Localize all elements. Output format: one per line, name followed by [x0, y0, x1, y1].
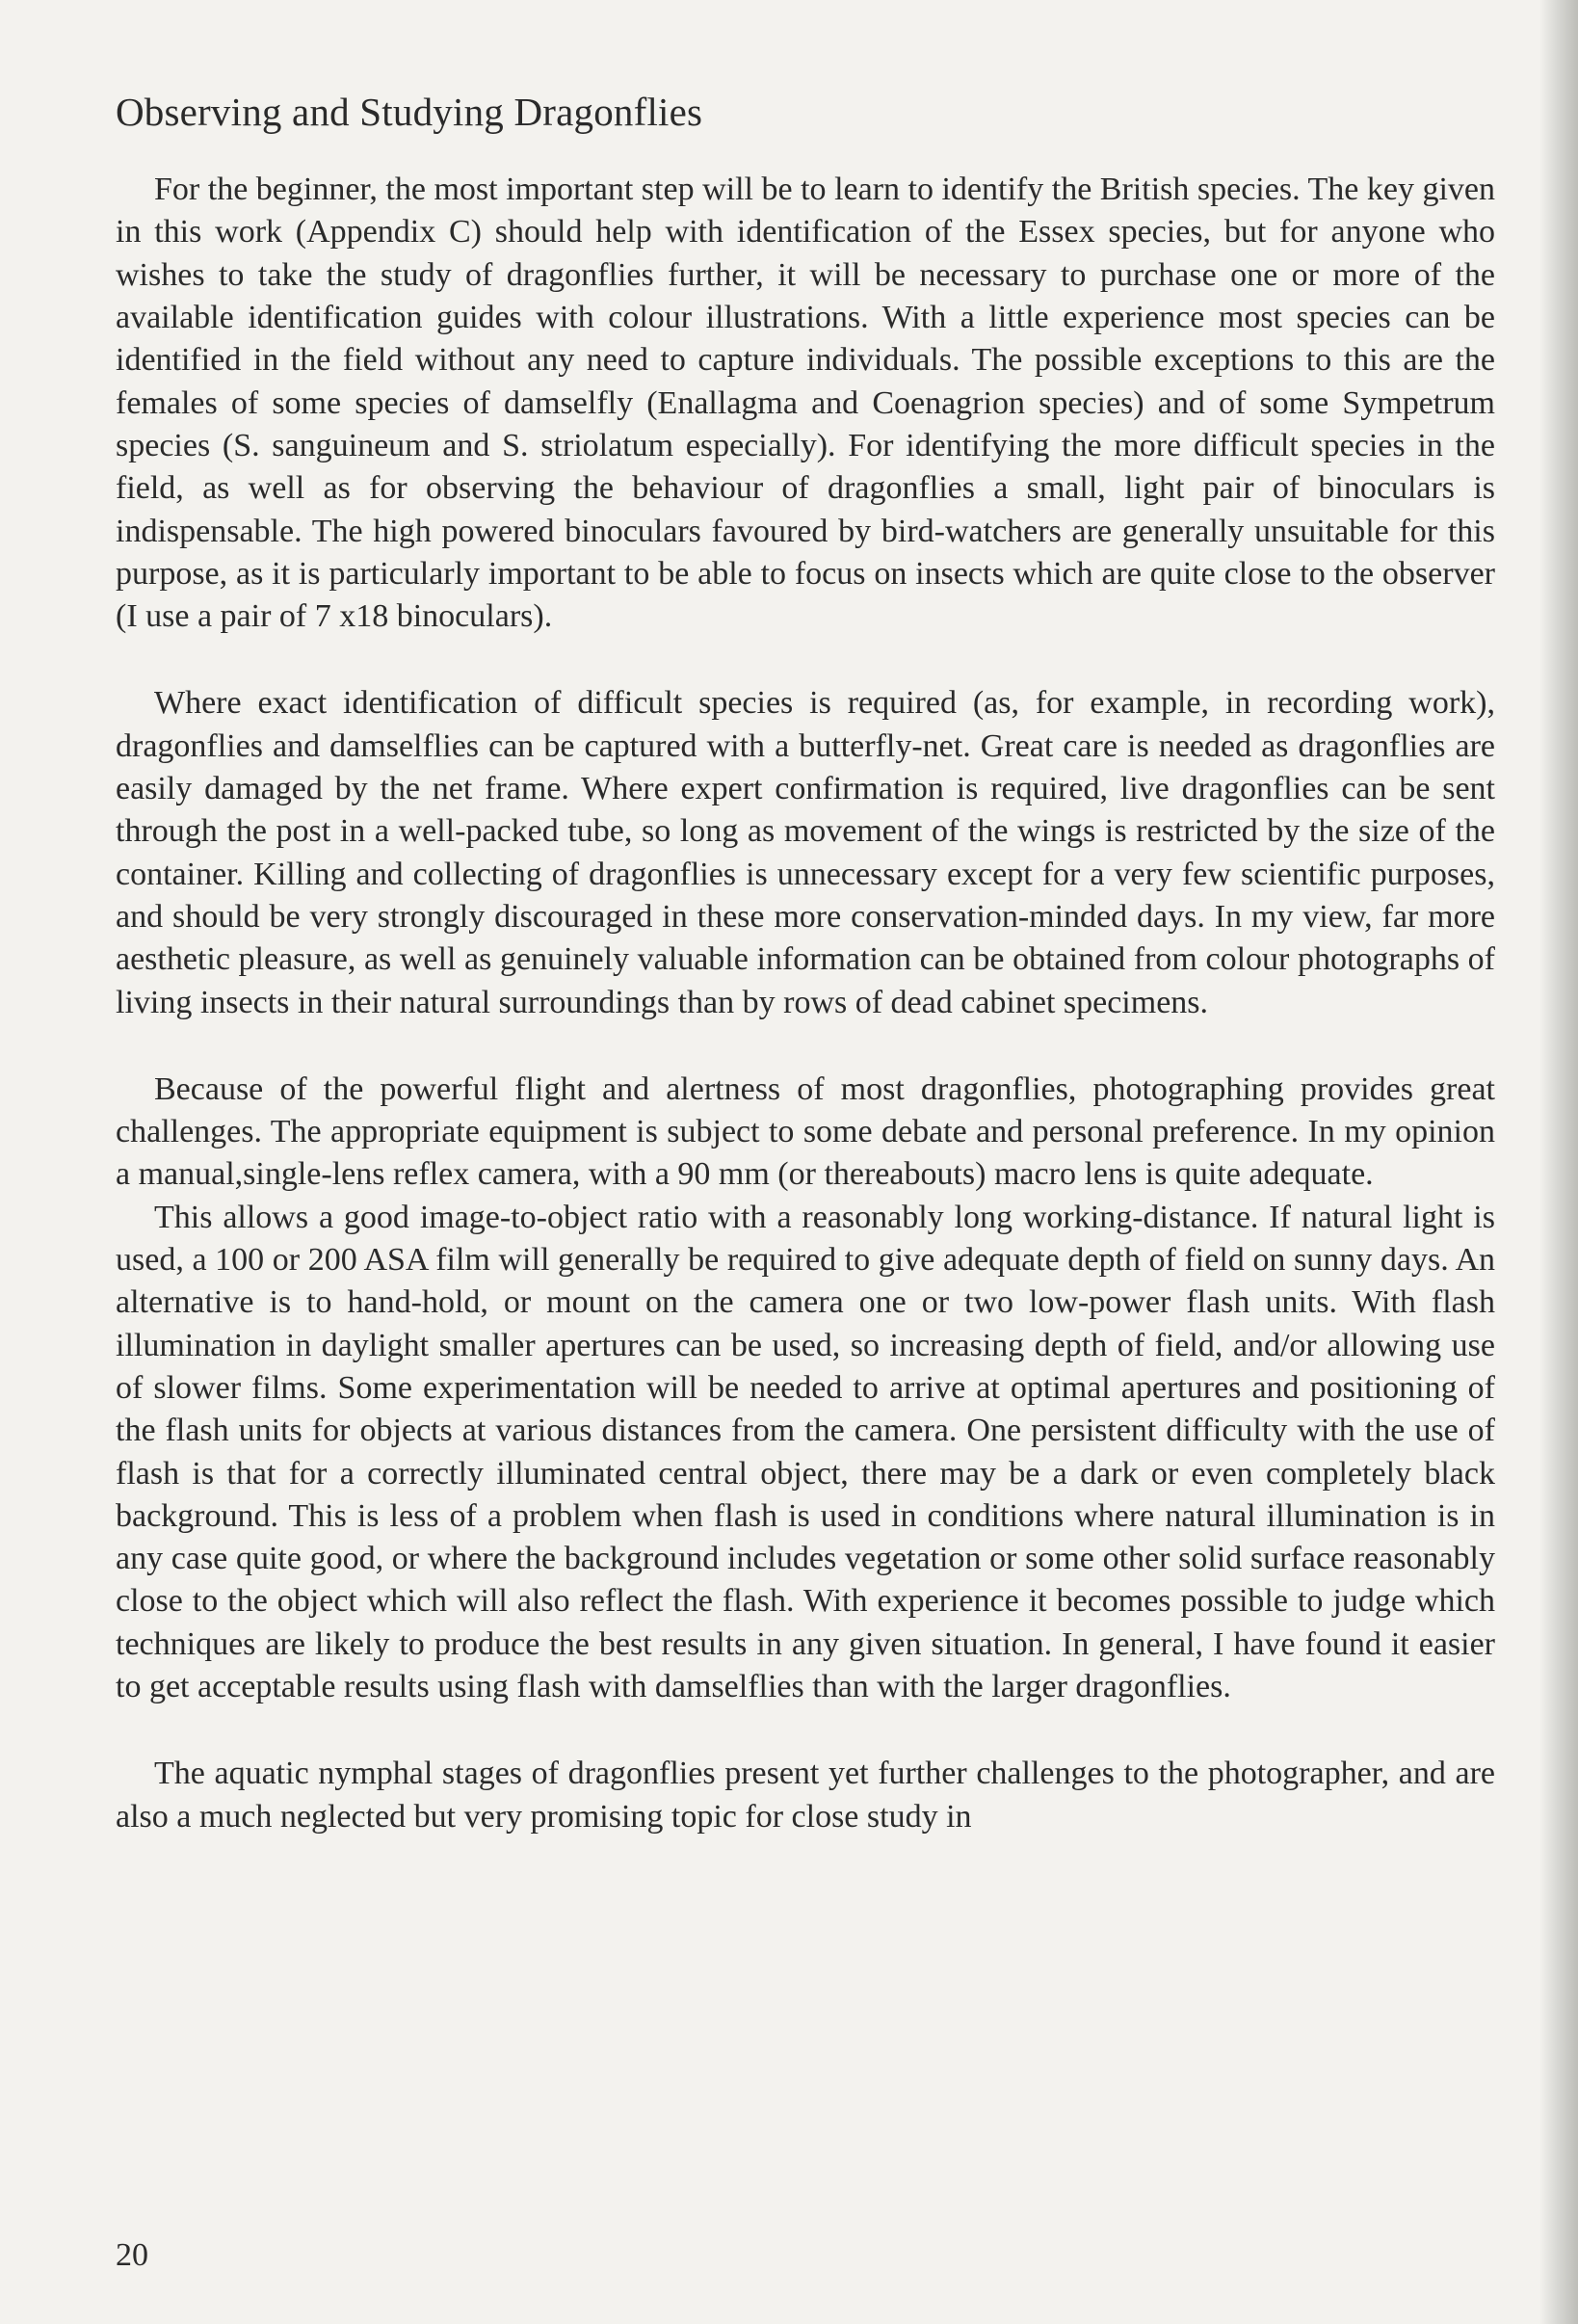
page-number: 20: [116, 2237, 148, 2273]
paragraph-nymphs: The aquatic nymphal stages of dragonflies present yet further challenges to the photographer, and are also a much neglected but very promising topic for close study in: [116, 1756, 1495, 1835]
paragraph-photography: Because of the powerful flight and alertness of most dragonflies, photographing provides great challenges. The appropriate equipment is subject to some debate and personal preference. In my opinion a manual,single-lens reflex camera, with a 90 mm (or thereabouts) macro lens is quite adequate.: [116, 1070, 1495, 1193]
page-edge-shadow: [1539, 0, 1578, 2324]
page-body: [116, 89, 1495, 1838]
paragraph-capture: Where exact identification of difficult species is required (as, for example, in recording work), dragonflies and damselflies can be captured with a butterfly-net. Great care is needed as dragonflies are easily damaged by the net frame. Where expert confirmation is required, live dragonflies can be sent through the post in a well-packed tube, so long as movement of the wings is restricted by the size of the container. Killing and collecting of dragonflies is unnecessary except for a very few scientific purposes, and should be very strongly discouraged in these more conservation-minded days. In my view, far more aesthetic pleasure, as well as genuinely valuable information can be obtained from colour photographs of living insects in their natural surroundings than by rows of dead cabinet specimens.: [116, 685, 1495, 1020]
paragraph-identification: For the beginner, the most important step will be to learn to identify the British species. The key given in this work (Appendix C) should help with identification of the Essex species, but for anyone who wishes to take the study of dragonflies further, it will be necessary to purchase one or more of the available identification guides with colour illustrations. With a little experience most species can be identified in the field without any need to capture individuals. The possible exceptions to this are the females of some species of damselfly (Enallagma and Coenagrion species) and of some Sympetrum species (S. sanguineum and S. striolatum especially). For identifying the more difficult species in the field, as well as for observing the behaviour of dragonflies a small, light pair of binoculars is indispensable. The high powered binoculars favoured by bird-watchers are generally unsuitable for this purpose, as it is particularly important to be able to focus on insects which are quite close to the observer (I use a pair of 7 x18 binoculars).: [116, 172, 1495, 635]
paragraph-flash: This allows a good image-to-object ratio with a reasonably long working-distance. If natural light is used, a 100 or 200 ASA film will generally be required to give adequate depth of field on sunny days. An alternative is to hand-hold, or mount on the camera one or two low-power flash units. With flash illumination in daylight smaller apertures can be used, so increasing depth of field, and/or allowing use of slower films. Some experimentation will be needed to arrive at optimal apertures and positioning of the flash units for objects at various distances from the camera. One persistent difficulty with the use of flash is that for a correctly illuminated central object, there may be a dark or even completely black background. This is less of a problem when flash is used in conditions where natural illumination is in any case quite good, or where the background includes vegetation or some other solid surface reasonably close to the object which will also reflect the flash. With experience it becomes possible to judge which techniques are likely to produce the best results in any given situation. In general, I have found it easier to get acceptable results using flash with damselflies than with the larger dragonflies.: [116, 1199, 1495, 1704]
page-title: Observing and Studying Dragonflies: [116, 90, 703, 134]
